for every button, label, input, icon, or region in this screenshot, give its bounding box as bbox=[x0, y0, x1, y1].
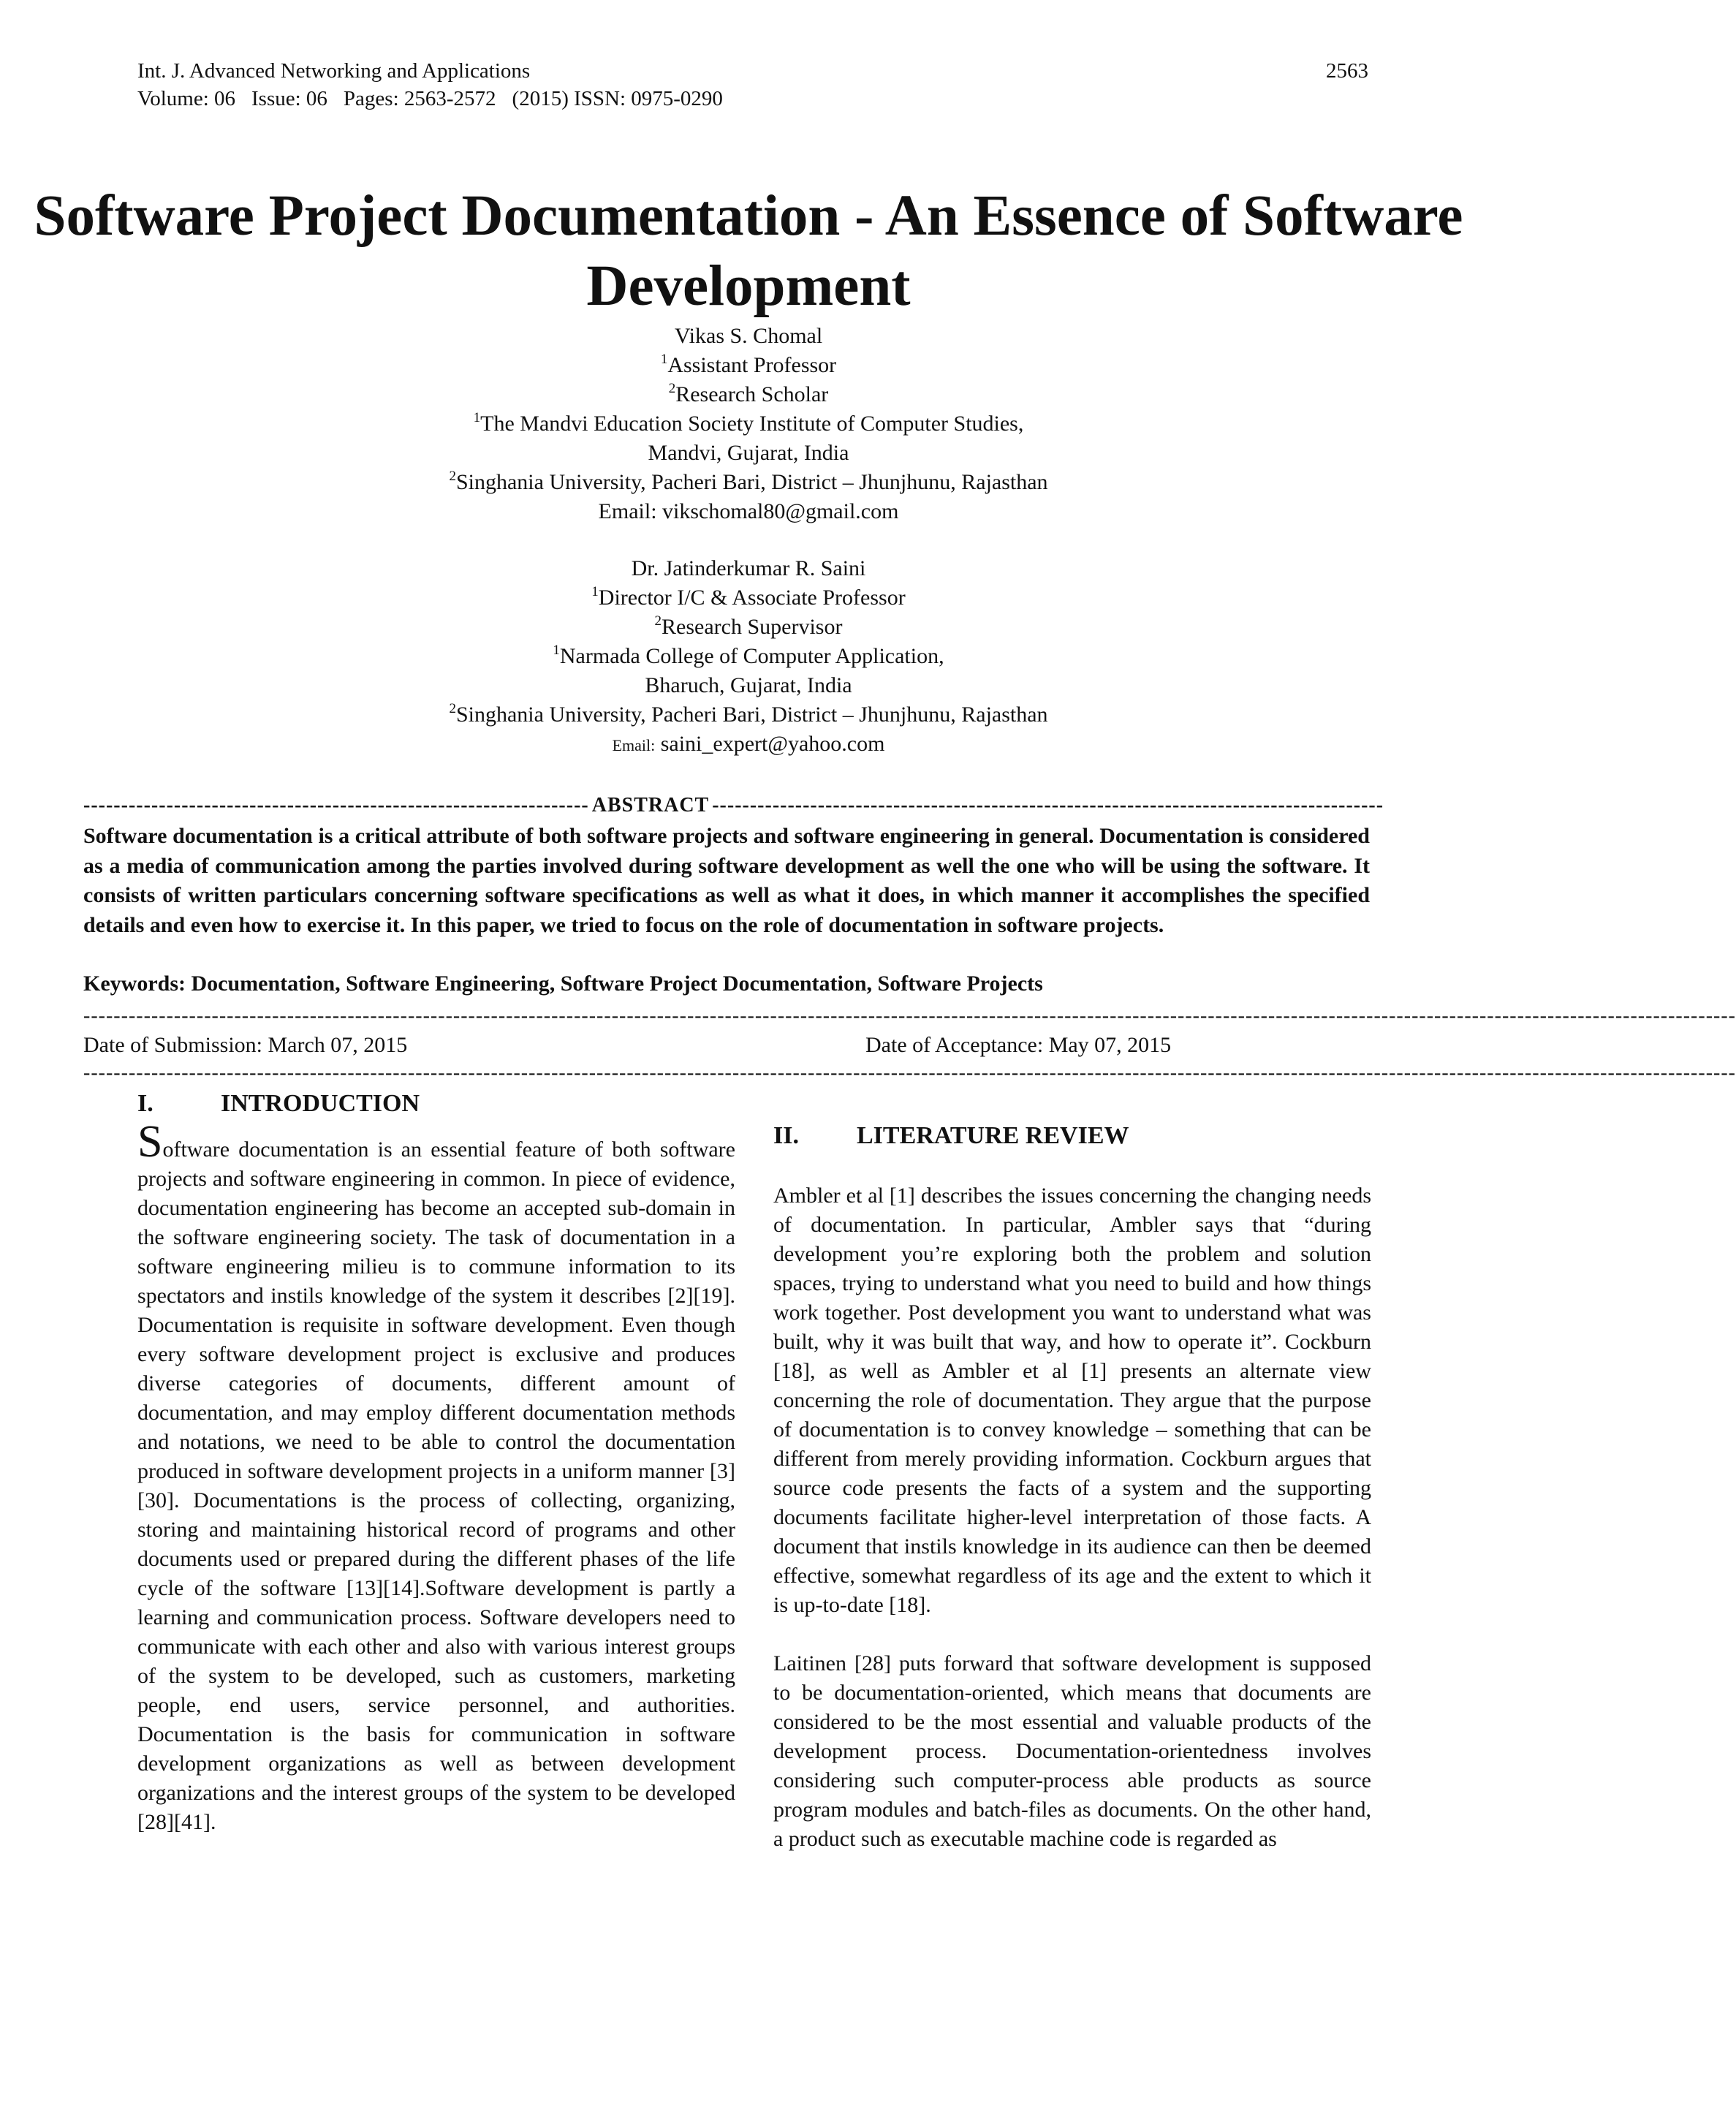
author-affiliation-location: Bharuch, Gujarat, India bbox=[645, 673, 852, 697]
paragraph: Ambler et al [1] describes the issues concerning the changing needs of documentation. In particular, Ambler says that “during development you’re exploring both the problem and solution spaces, trying to understand what you need to build and how things work together. Post development you want to understand what was built, why it was built that way, and how to operate it”. Cockburn [18], as well as Ambler et al [1] presents an alternate view concerning the role of documentation. They argue that the purpose of documentation is to convey knowledge – something that can be different from merely providing information. Cockburn argues that source code presents the facts of a system and the supporting documents facilitate higher-level interpretation of those facts. A document that instils knowledge in its audience can then be deemed effective, somewhat regardless of its age and the extent to which it is up-to-date [18]. bbox=[773, 1184, 1371, 1617]
journal-name: Int. J. Advanced Networking and Applications bbox=[137, 59, 531, 83]
abstract-divider bbox=[83, 794, 1384, 817]
volume-line bbox=[137, 85, 739, 113]
acceptance-date: Date of Acceptance: May 07, 2015 bbox=[865, 1033, 1172, 1057]
author-email: Email: vikschomal80@gmail.com bbox=[598, 499, 899, 523]
pages: Pages: 2563-2572 bbox=[343, 87, 496, 110]
section-heading-introduction bbox=[137, 1088, 420, 1120]
author-affiliation: $^2$Singhania University, Pacheri Bari, District – Jhunjhunu, Rajasthan bbox=[449, 469, 1048, 494]
divider-dashes: ------------------------------------------------------------------- bbox=[83, 794, 589, 817]
author-role: $^1$Director I/C & Associate Professor bbox=[591, 584, 906, 610]
literature-review-body bbox=[773, 1181, 1371, 1854]
issue: Issue: 06 bbox=[251, 87, 327, 110]
keywords: Keywords: Documentation, Software Engineering, Software Project Documentation, Software Projects bbox=[83, 972, 1043, 996]
paragraph: Laitinen [28] puts forward that software development is supposed to be documentation-oriented, which means that documents are considered to be the most essential and valuable products of the development process. Documentation-orientedness involves considering such computer-process able products as source program modules and batch-files as documents. On the other hand, a product such as executable machine code is regarded as bbox=[773, 1651, 1371, 1851]
author-block bbox=[0, 554, 1497, 760]
section-title: INTRODUCTION bbox=[221, 1090, 420, 1117]
author-affiliation: $^1$Narmada College of Computer Application, bbox=[553, 643, 944, 668]
section-title: LITERATURE REVIEW bbox=[857, 1122, 1129, 1149]
section-heading-literature-review bbox=[773, 1120, 1129, 1152]
author-affiliation: $^1$The Mandvi Education Society Institute of Computer Studies, bbox=[473, 410, 1024, 436]
divider: --------------------------------------------------------------------------------------------------------------------------------------------------------------------------------------------------------------------------- bbox=[83, 1004, 1736, 1027]
section-number: I. bbox=[137, 1090, 153, 1117]
introduction-body bbox=[137, 1117, 735, 1837]
author-name: Vikas S. Chomal bbox=[674, 324, 823, 348]
author-block bbox=[0, 322, 1497, 526]
paragraph bbox=[137, 1117, 735, 1837]
volume: Volume: 06 bbox=[137, 87, 235, 110]
abstract-text: Software documentation is a critical attribute of both software projects and software engineering in general. Documentation is considered as a media of communication among the parties involved during software development as well the one who will be using the software. It consists of written particulars concerning software specifications as well as what it does, in which manner it accomplishes the specified details and even how to exercise it. In this paper, we tried to focus on the role of documentation in software projects. bbox=[83, 824, 1370, 937]
author-role: $^2$Research Scholar bbox=[668, 381, 829, 406]
author-role: $^1$Assistant Professor bbox=[660, 352, 837, 377]
divider-dashes: ----------------------------------------------------------------------------------------- bbox=[712, 794, 1384, 817]
paragraph-text: oftware documentation is an essential feature of both software projects and software engineering in common. In piece of evidence, documentation engineering has become an accepted sub-domain in the software engineering society. The task of documentation in a software engineering milieu is to commune information to its spectators and instils knowledge of the system it describes [2][19]. Documentation is requisite in software development. Even though every software development project is exclusive and produces diverse categories of documents, different amount of documentation, and may employ different documentation methods and notations, we need to be able to control the documentation produced in software development projects in a uniform manner [3][30]. Documentations is the process of collecting, organizing, storing and maintaining historical record of programs and other documents used or prepared during the different phases of the life cycle of the software [13][14].Software development is partly a learning and communication process. Software developers need to communicate with each other and also with various interest groups of the system to be developed, such as customers, marketing people, end users, service personnel, and authorities. Documentation is the basis for communication in software development organizations as well as between development organizations and the interest groups of the system to be developed [28][41]. bbox=[137, 1137, 735, 1834]
abstract-label: ABSTRACT bbox=[591, 794, 710, 817]
author-role: $^2$Research Supervisor bbox=[654, 613, 843, 639]
page-number: 2563 bbox=[1326, 59, 1368, 83]
drop-cap: S bbox=[137, 1117, 163, 1167]
author-affiliation: $^2$Singhania University, Pacheri Bari, District – Jhunjhunu, Rajasthan bbox=[449, 701, 1048, 727]
submission-date: Date of Submission: March 07, 2015 bbox=[83, 1033, 408, 1057]
author-email: Email: saini_expert@yahoo.com bbox=[612, 732, 885, 756]
section-number: II. bbox=[773, 1122, 799, 1149]
divider: --------------------------------------------------------------------------------------------------------------------------------------------------------------------------------------------------------------------------- bbox=[83, 1061, 1736, 1084]
author-name: Dr. Jatinderkumar R. Saini bbox=[631, 556, 866, 580]
paper-title: Software Project Documentation - An Essence of Software Development bbox=[34, 184, 1463, 318]
author-affiliation-location: Mandvi, Gujarat, India bbox=[648, 441, 849, 465]
year-issn: (2015) ISSN: 0975-0290 bbox=[512, 87, 723, 110]
